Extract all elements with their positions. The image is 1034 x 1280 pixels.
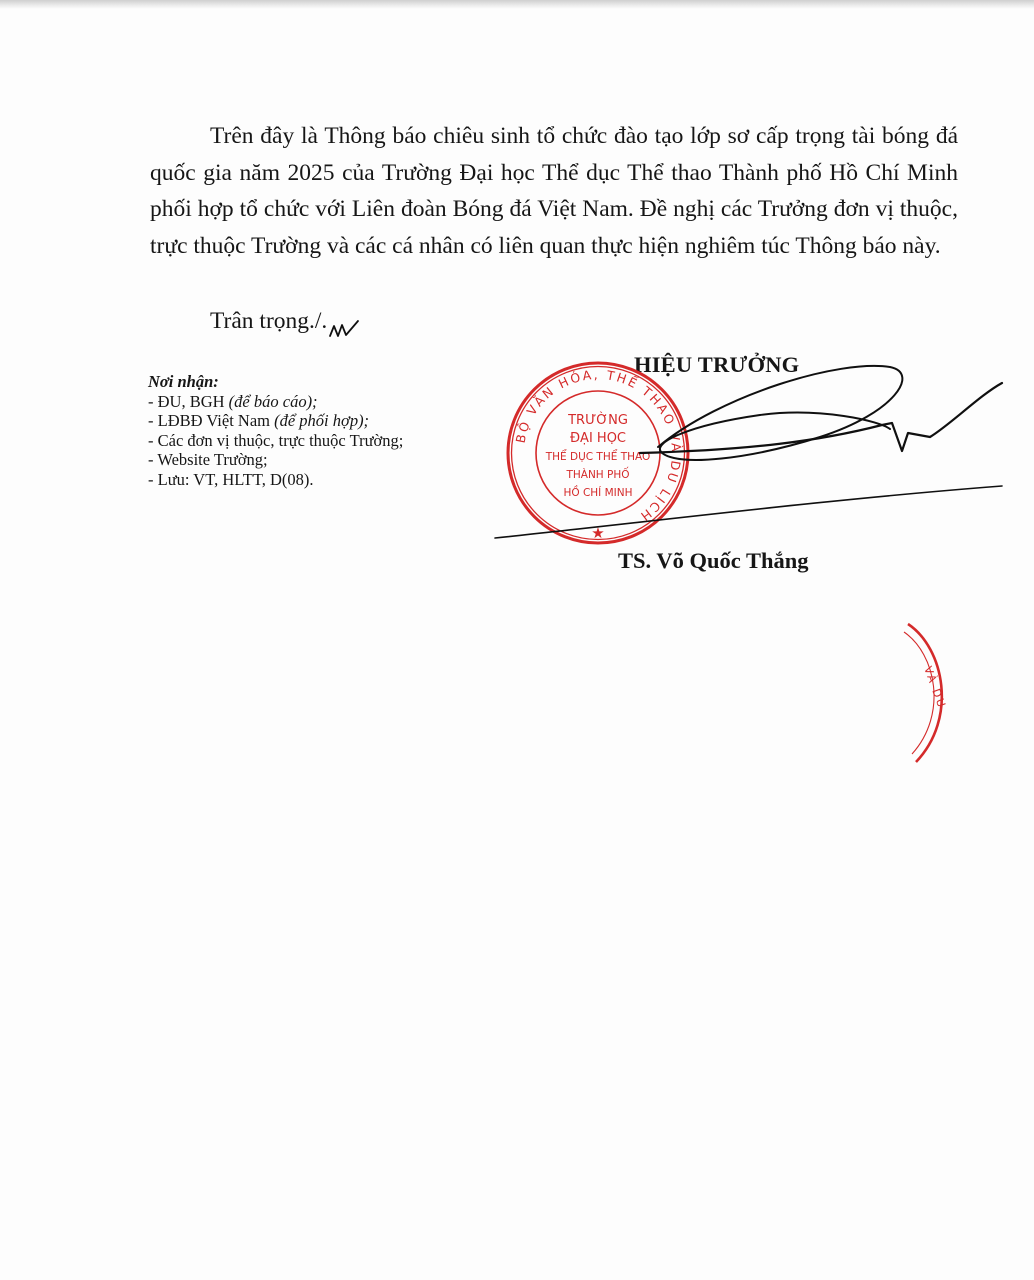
seal-line-1: TRƯỜNG bbox=[568, 413, 628, 428]
body-paragraph: Trên đây là Thông báo chiêu sinh tổ chức đào tạo lớp sơ cấp trọng tài bóng đá quốc gia năm 2025 của Trường Đại học Thể dục Thể thao Thành phố Hồ Chí Minh phối hợp tổ chức với Liên đoàn Bóng đá Việt Nam. Đề nghị các Trưởng đơn vị thuộc, trực thuộc Trường và các cá nhân có liên quan thực hiện nghiêm túc Thông báo này. bbox=[150, 123, 958, 259]
closing-line: Trân trọng./. bbox=[210, 308, 328, 334]
seal-fragment bbox=[900, 618, 960, 768]
recipient-item bbox=[148, 411, 403, 431]
seal-outer-text: BỘ VĂN HÓA, THỂ THAO VÀ DU LỊCH bbox=[512, 366, 685, 526]
recipient-item bbox=[148, 392, 403, 412]
handwritten-signature bbox=[490, 355, 1010, 555]
seal-line-4: THÀNH PHỐ bbox=[566, 469, 630, 481]
recipients-title: Nơi nhận: bbox=[148, 372, 219, 391]
recipient-text: - Các đơn vị thuộc, trực thuộc Trường; bbox=[148, 430, 404, 450]
recipient-text: - Website Trường; bbox=[148, 450, 268, 469]
recipient-item bbox=[148, 431, 403, 451]
signer-title: HIỆU TRƯỞNG bbox=[634, 352, 800, 377]
signer-name: TS. Võ Quốc Thắng bbox=[618, 548, 809, 573]
seal-line-3: THỂ DỤC THỂ THAO bbox=[545, 451, 651, 463]
page-top-edge bbox=[0, 0, 1034, 9]
recipient-note: (để báo cáo); bbox=[228, 391, 318, 411]
recipient-note: (để phối hợp); bbox=[274, 411, 370, 430]
recipient-item bbox=[148, 450, 403, 470]
recipients-list bbox=[148, 392, 403, 490]
recipients-block bbox=[148, 372, 403, 489]
seal-fragment-text: VÀ DU bbox=[921, 664, 949, 711]
handwritten-initials bbox=[328, 316, 364, 342]
seal-line-5: HỒ CHÍ MINH bbox=[563, 487, 633, 499]
seal-line-2: ĐẠI HỌC bbox=[569, 431, 627, 446]
recipient-text: - LĐBĐ Việt Nam bbox=[148, 411, 275, 430]
recipient-text: - Lưu: VT, HLTT, D(08). bbox=[148, 469, 314, 489]
recipient-item bbox=[148, 470, 403, 490]
seal-star-icon: ★ bbox=[591, 524, 605, 542]
recipient-text: - ĐU, BGH bbox=[148, 391, 229, 411]
